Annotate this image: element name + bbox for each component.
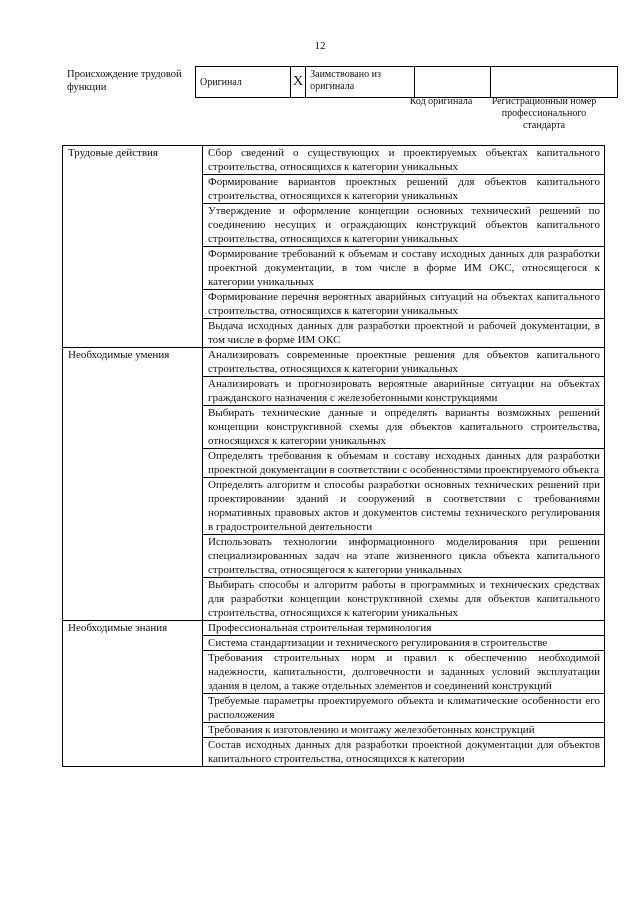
list-item: Определять алгоритм и способы разработки основных технических решений при проектировании зданий и сооружений в соответствии с требованиями нормативных правовых актов и документов системы технического регулирования в градостроительной деятельности xyxy=(203,478,604,535)
list-item: Требуемые параметры проектируемого объекта и климатические особенности его расположения xyxy=(203,694,604,723)
list-item: Система стандартизации и технического регулирования в строительстве xyxy=(203,636,604,651)
section-row-skills xyxy=(63,348,605,621)
list-item: Выбирать способы и алгоритм работы в программных и технических средствах для разработки концепции конструктивной схемы для объектов капитального строительства, относящихся к категории уникальных xyxy=(208,579,600,619)
list-item: Сбор сведений о существующих и проектируемых объектах капитального строительства, относящихся к категории уникальных xyxy=(203,146,604,175)
section-row-actions xyxy=(63,146,605,348)
original-mark: X xyxy=(291,67,306,98)
section-title: Необходимые знания xyxy=(63,621,203,767)
section-title: Трудовые действия xyxy=(63,146,203,348)
origin-label: Происхождение трудовой функции xyxy=(67,69,182,93)
borrowed-cell: Заимствовано из оригинала xyxy=(306,67,415,98)
list-item: Анализировать и прогнозировать вероятные аварийные ситуации на объектах гражданского назначения с железобетонными конструкциями xyxy=(203,377,604,406)
list-item: Формирование вариантов проектных решений для объектов капитального строительства, относящихся к категории уникальных xyxy=(203,175,604,204)
section-items xyxy=(203,146,605,348)
list-item: Выбирать технические данные и определять варианты возможных решений концепции конструктивной схемы для объектов капитального строительства, относящихся к категории уникальных xyxy=(203,406,604,449)
list-item: Формирование перечня вероятных аварийных ситуаций на объектах капитального строительства, относящихся к категории уникальных xyxy=(203,290,604,319)
reg-number-cell xyxy=(491,67,618,98)
list-item: Формирование требований к объемам и составу исходных данных для разработки проектной документации, в том числе в форме ИМ ОКС, относящегося к категории уникальных xyxy=(203,247,604,290)
code-caption: Код оригинала xyxy=(409,96,473,107)
list-item: Анализировать современные проектные решения для объектов капитального строительства, относящихся к категории уникальных xyxy=(203,348,604,377)
page-number: 12 xyxy=(314,40,326,52)
list-item: Определять требования к объемам и составу исходных данных для разработки проектной документации в соответствии с особенностями проектируемого объекта xyxy=(203,449,604,478)
list-item: Требования к изготовлению и монтажу железобетонных конструкций xyxy=(203,723,604,738)
section-items xyxy=(203,621,605,767)
list-item: Использовать технологии информационного моделирования при решении специализированных задач на этапе жизненного цикла объекта капитального строительства, относящегося к категории уникальных xyxy=(203,535,604,578)
labor-function-table xyxy=(62,145,605,767)
section-items xyxy=(203,348,605,621)
list-item: Утверждение и оформление концепции основных технический решений по соединению несущих и ограждающих конструкций объектов капитального строительства, относящихся к категории уникальных xyxy=(203,204,604,247)
list-item: Профессиональная строительная терминология xyxy=(203,621,604,636)
original-cell: Оригинал xyxy=(196,67,291,98)
list-item: Выдача исходных данных для разработки проектной и рабочей документации, в том числе в форме ИМ ОКС xyxy=(208,320,600,346)
origin-table xyxy=(195,66,618,98)
reg-caption: Регистрационный номер профессионального стандарта xyxy=(491,96,597,131)
list-item: Требования строительных норм и правил к обеспечению необходимой надежности, капитальности, долговечности и заданных условий эксплуатации здания в целом, а также отдельных элементов и соединений конструкций xyxy=(203,651,604,694)
section-title: Необходимые умения xyxy=(63,348,203,621)
code-cell xyxy=(415,67,491,98)
list-item: Состав исходных данных для разработки проектной документации для объектов капитального строительства, относящихся к категории xyxy=(208,739,600,765)
section-row-knowledge xyxy=(63,621,605,767)
